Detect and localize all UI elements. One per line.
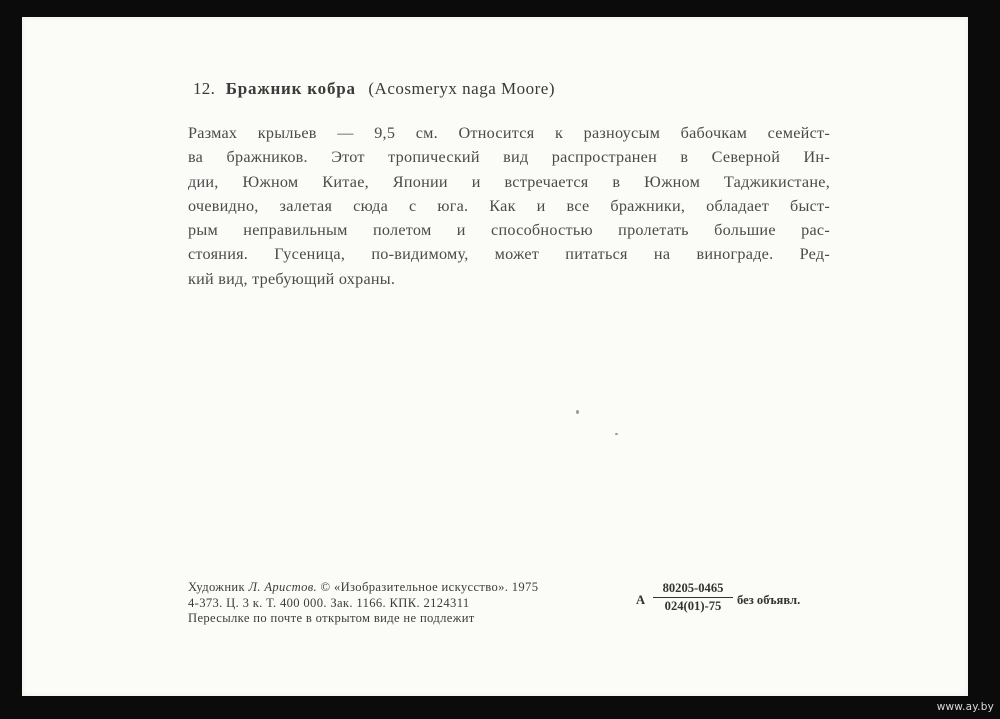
copyright-text: © «Изобразительное искусство». 1975 bbox=[320, 580, 539, 594]
catalog-numerator: 80205-0465 bbox=[662, 581, 724, 595]
artist-label: Художник bbox=[188, 580, 245, 594]
description-line: очевидно, залетая сюда с юга. Как и все бражники, обладает быст- bbox=[188, 196, 830, 215]
postcard-back bbox=[22, 17, 968, 696]
species-latin-name: (Acosmeryx naga Moore) bbox=[368, 79, 555, 98]
catalog-letter: А bbox=[636, 593, 646, 607]
imprint-line-mail-note: Пересылке по почте в открытом виде не подлежит bbox=[188, 611, 475, 625]
catalog-denominator: 024(01)-75 bbox=[664, 599, 722, 613]
species-description bbox=[188, 121, 830, 291]
publisher-imprint bbox=[188, 580, 538, 627]
description-line: дии, Южном Китае, Японии и встречается в Южном Таджикистане, bbox=[188, 172, 830, 191]
paper-speck bbox=[576, 410, 579, 414]
description-line: ва бражников. Этот тропический вид распространен в Северной Ин- bbox=[188, 148, 830, 167]
species-number: 12. bbox=[193, 79, 216, 98]
description-line: стояния. Гусеница, по-видимому, может питаться на винограде. Ред- bbox=[188, 245, 830, 264]
description-line: рым неправильным полетом и способностью пролетать большие рас- bbox=[188, 221, 830, 240]
description-line: кий вид, требующий охраны. bbox=[188, 269, 396, 288]
artist-name: Л. Аристов. bbox=[248, 580, 318, 594]
catalog-note: без объявл. bbox=[737, 593, 801, 607]
imprint-line-print-info: 4-373. Ц. 3 к. Т. 400 000. Зак. 1166. КПК. 2124311 bbox=[188, 595, 470, 610]
paper-speck bbox=[615, 433, 618, 435]
imprint-line-artist bbox=[188, 580, 538, 596]
catalog-fraction bbox=[653, 581, 733, 614]
species-heading bbox=[193, 79, 555, 99]
description-line: Размах крыльев — 9,5 см. Относится к разноусым бабочкам семейст- bbox=[188, 124, 830, 142]
species-name: Бражник кобра bbox=[225, 79, 356, 98]
site-watermark: www.ay.by bbox=[936, 701, 994, 713]
